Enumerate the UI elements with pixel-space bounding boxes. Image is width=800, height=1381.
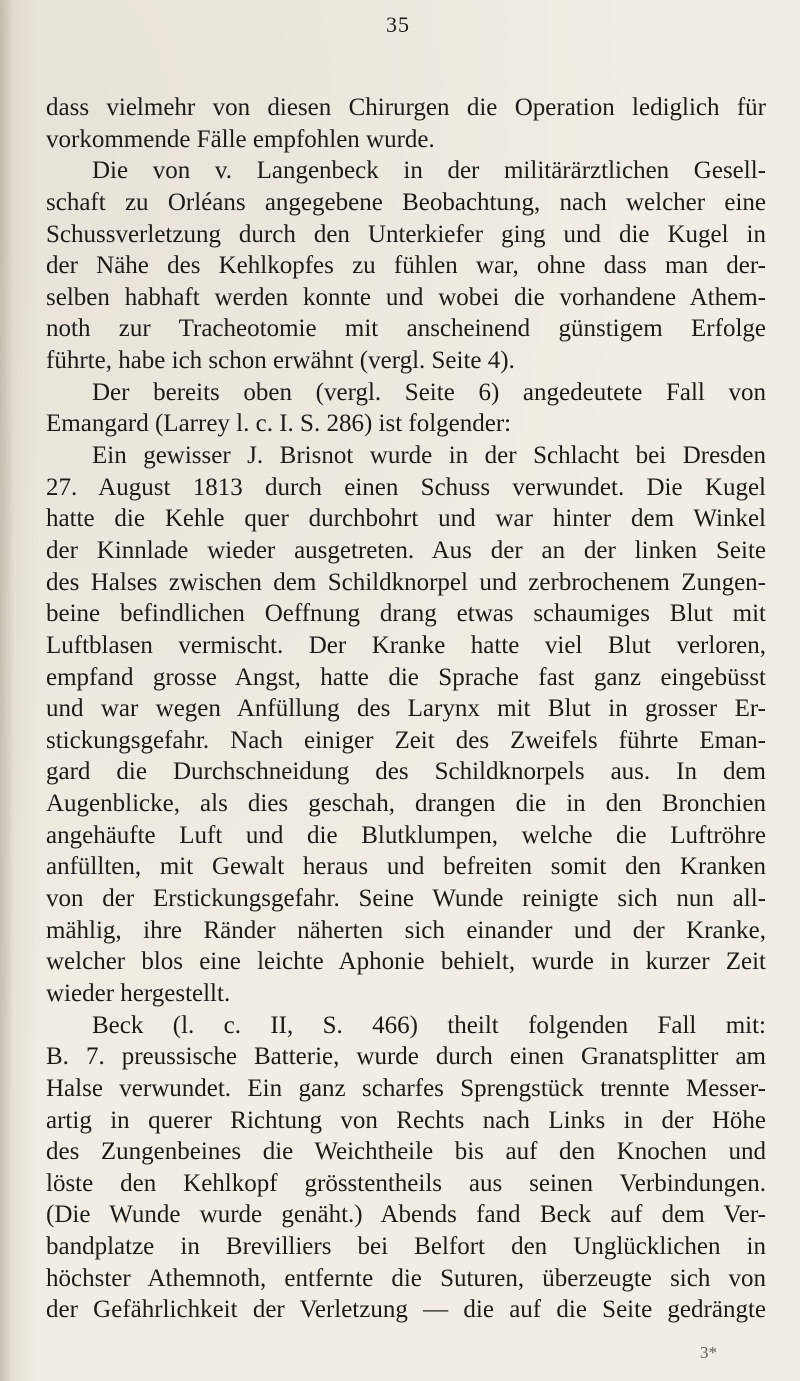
text-line: angehäufte Luft und die Blutklumpen, welche die Luftröhre	[46, 821, 766, 849]
text-line: Halse verwundet. Ein ganz scharfes Sprengstück trennte Messer-	[46, 1074, 766, 1102]
text-line: höchster Athemnoth, entfernte die Suturen, überzeugte sich von	[46, 1264, 766, 1292]
text-line: selben habhaft werden konnte und wobei die vorhandene Athem-	[46, 283, 766, 311]
text-line: der Gefährlichkeit der Verletzung — die auf die Seite gedrängte	[46, 1296, 766, 1324]
text-line: (Die Wunde wurde genäht.) Abends fand Beck auf dem Ver-	[46, 1201, 766, 1229]
text-line: welcher blos eine leichte Aphonie behielt, wurde in kurzer Zeit	[46, 948, 766, 976]
signature-mark: 3*	[700, 1343, 717, 1362]
text-line: und war wegen Anfüllung des Larynx mit Blut in grosser Er-	[46, 695, 766, 723]
text-line: Emangard (Larrey l. c. I. S. 286) ist folgender:	[46, 410, 512, 438]
text-line: Beck (l. c. II, S. 466) theilt folgenden Fall mit:	[92, 1011, 766, 1039]
text-line: dass vielmehr von diesen Chirurgen die Operation lediglich für	[46, 94, 766, 121]
text-line: von der Erstickungsgefahr. Seine Wunde reinigte sich nun all-	[46, 885, 766, 913]
text-line: Ein gewisser J. Brisnot wurde in der Schlacht bei Dresden	[92, 442, 766, 470]
text-line: noth zur Tracheotomie mit anscheinend günstigem Erfolge	[46, 315, 766, 343]
page-edge-shadow	[0, 0, 14, 1381]
text-line: des Halses zwischen dem Schildknorpel und zerbrochenem Zungen-	[46, 568, 766, 596]
text-line: Die von v. Langenbeck in der militärärztlichen Gesell-	[92, 157, 766, 185]
text-line: beine befindlichen Oeffnung drang etwas schaumiges Blut mit	[46, 600, 766, 628]
text-line: löste den Kehlkopf grösstentheils aus seinen Verbindungen.	[46, 1169, 766, 1197]
text-line: 27. August 1813 durch einen Schuss verwundet. Die Kugel	[46, 473, 766, 501]
text-line: gard die Durchschneidung des Schildknorpels aus. In dem	[46, 758, 766, 786]
text-line: wieder hergestellt.	[46, 979, 231, 1007]
text-line: Luftblasen vermischt. Der Kranke hatte viel Blut verloren,	[46, 631, 766, 659]
text-line: der Kinnlade wieder ausgetreten. Aus der an der linken Seite	[46, 536, 766, 564]
body-text	[46, 92, 766, 1326]
text-line: mählig, ihre Ränder näherten sich einander und der Kranke,	[46, 916, 766, 944]
text-line: der Nähe des Kehlkopfes zu fühlen war, ohne dass man der-	[46, 252, 766, 280]
text-line: vorkommende Fälle empfohlen wurde.	[46, 125, 435, 153]
text-line: artig in querer Richtung von Rechts nach Links in der Höhe	[46, 1106, 766, 1134]
page-number: 35	[386, 12, 410, 37]
text-line: des Zungenbeines die Weichtheile bis auf den Knochen und	[46, 1138, 766, 1166]
text-line: anfüllten, mit Gewalt heraus und befreiten somit den Kranken	[46, 853, 766, 881]
text-line: Augenblicke, als dies geschah, drangen die in den Bronchien	[46, 790, 766, 818]
text-line: hatte die Kehle quer durchbohrt und war hinter dem Winkel	[46, 505, 766, 533]
text-line: führte, habe ich schon erwähnt (vergl. Seite 4).	[46, 347, 515, 375]
text-line: B. 7. preussische Batterie, wurde durch einen Granatsplitter am	[46, 1043, 766, 1071]
text-line: Der bereits oben (vergl. Seite 6) angedeutete Fall von	[92, 378, 766, 406]
text-line: Schussverletzung durch den Unterkiefer ging und die Kugel in	[46, 220, 766, 248]
text-line: stickungsgefahr. Nach einiger Zeit des Zweifels führte Eman-	[46, 726, 766, 754]
text-line: schaft zu Orléans angegebene Beobachtung, nach welcher eine	[46, 188, 766, 216]
text-line: empfand grosse Angst, hatte die Sprache fast ganz eingebüsst	[46, 663, 766, 691]
text-line: bandplatze in Brevilliers bei Belfort den Unglücklichen in	[46, 1233, 766, 1261]
